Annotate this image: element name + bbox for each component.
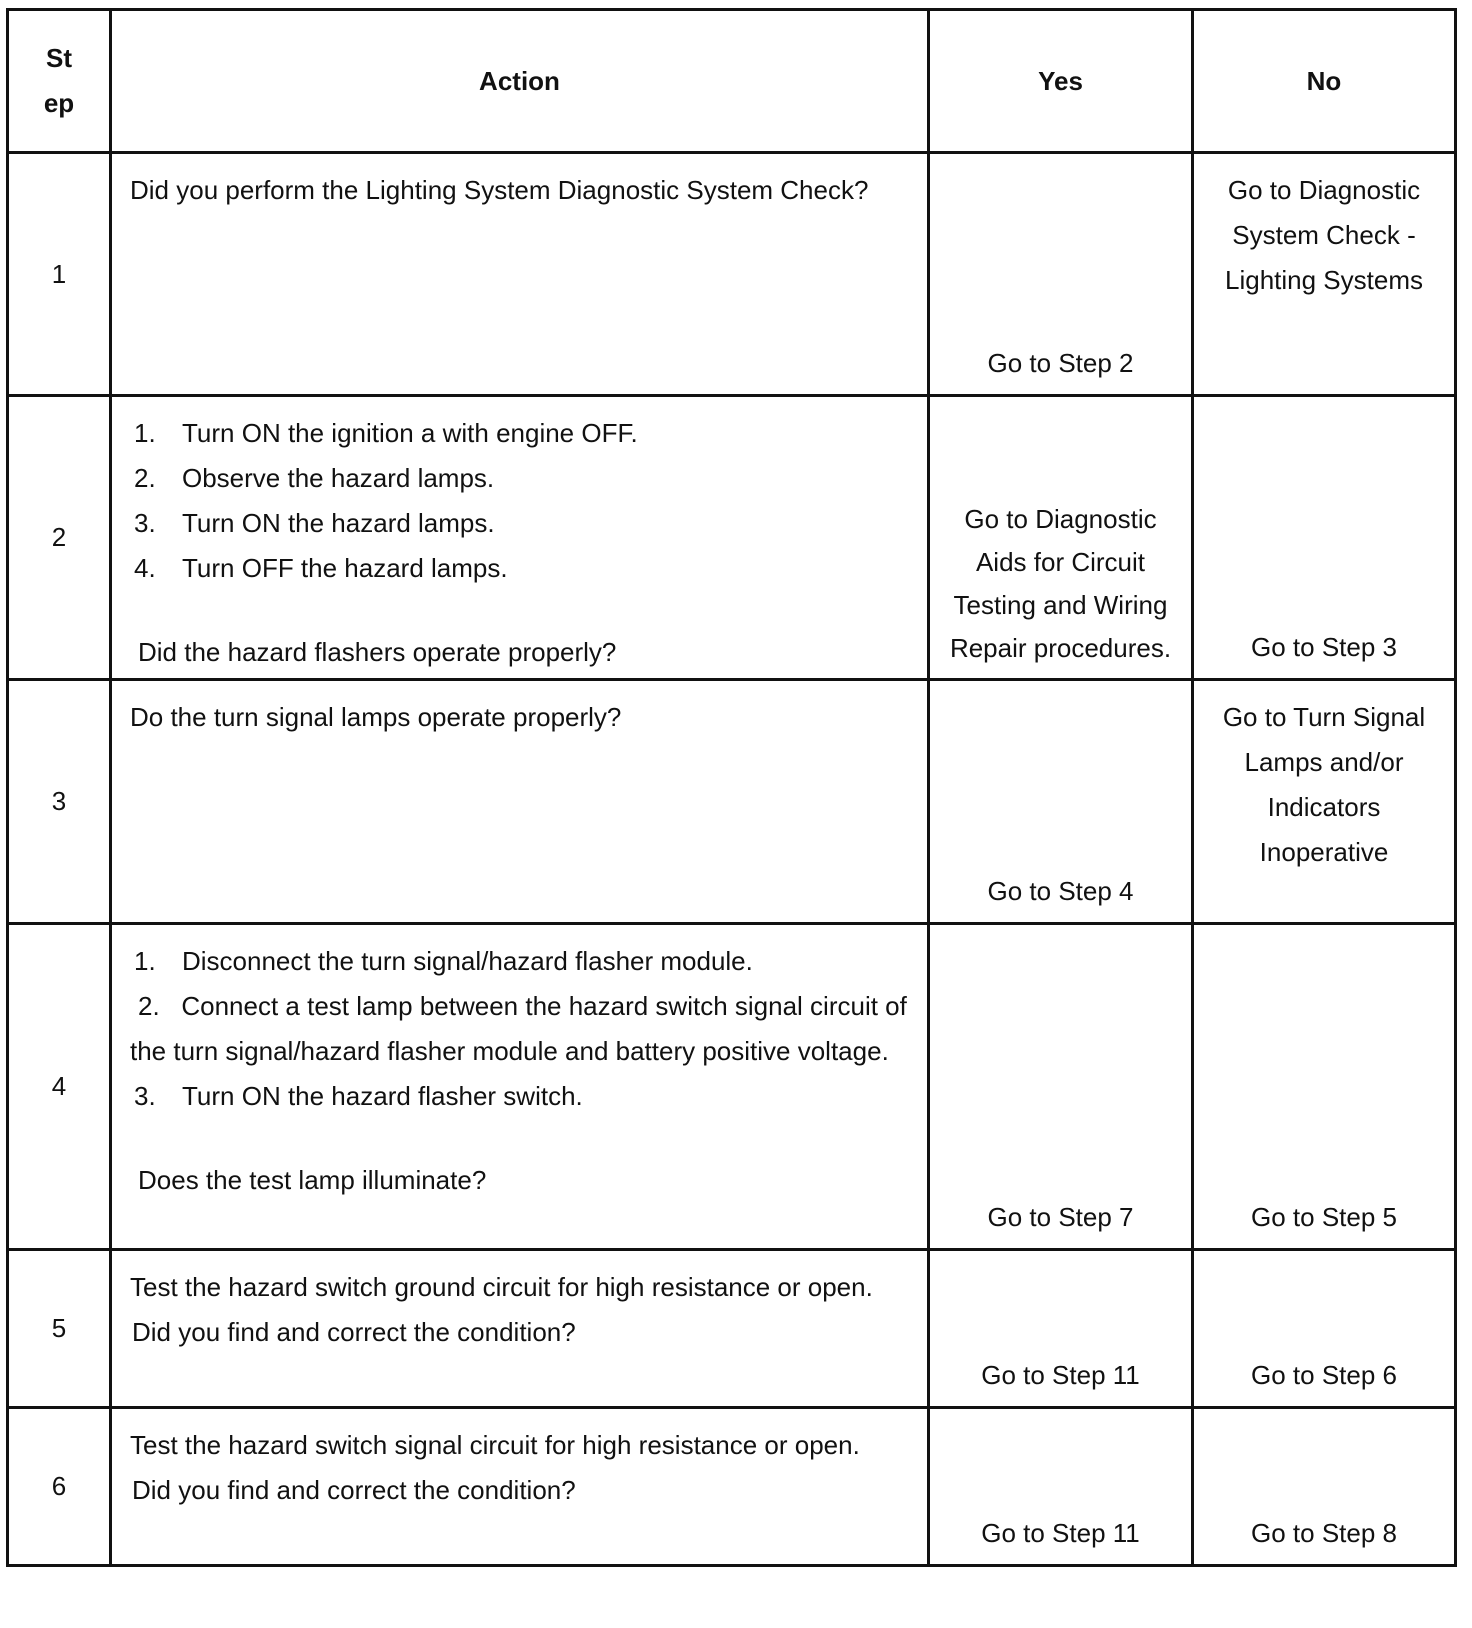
step-number: 1 xyxy=(8,153,111,396)
step-number: 2 xyxy=(8,396,111,680)
action-cell xyxy=(111,396,929,680)
table-row xyxy=(8,396,1456,680)
no-outcome: Go to Step 8 xyxy=(1193,1408,1456,1566)
action-list-item: 1. Turn ON the ignition a with engine OFF. xyxy=(134,418,638,448)
action-text: Did you perform the Lighting System Diagnostic System Check? xyxy=(111,153,929,396)
action-cell xyxy=(111,924,929,1250)
action-question: Did you find and correct the condition? xyxy=(132,1475,576,1505)
header-no: No xyxy=(1193,10,1456,153)
action-text: Test the hazard switch ground circuit for high resistance or open. xyxy=(130,1272,873,1302)
action-cell xyxy=(111,1250,929,1408)
yes-outcome: Go to Step 11 xyxy=(929,1250,1193,1408)
yes-outcome: Go to Step 4 xyxy=(929,680,1193,924)
yes-outcome: Go to Step 2 xyxy=(929,153,1193,396)
diagnostic-table xyxy=(6,8,1457,1567)
action-text: Test the hazard switch signal circuit for high resistance or open. xyxy=(130,1430,860,1460)
no-outcome: Go to Step 6 xyxy=(1193,1250,1456,1408)
action-question: Did the hazard flashers operate properly? xyxy=(138,637,617,667)
action-text: Do the turn signal lamps operate properly? xyxy=(111,680,929,924)
step-number: 3 xyxy=(8,680,111,924)
header-yes: Yes xyxy=(929,10,1193,153)
action-list-item: 1. Disconnect the turn signal/hazard flasher module. xyxy=(134,946,753,976)
step-number: 6 xyxy=(8,1408,111,1566)
yes-outcome: Go to Step 7 xyxy=(929,924,1193,1250)
header-row xyxy=(8,10,1456,153)
no-outcome: Go to Step 5 xyxy=(1193,924,1456,1250)
step-number: 4 xyxy=(8,924,111,1250)
table-row xyxy=(8,924,1456,1250)
header-action: Action xyxy=(111,10,929,153)
no-outcome: Go to Step 3 xyxy=(1193,396,1456,680)
action-list-item: 2. Observe the hazard lamps. xyxy=(134,463,495,493)
action-list-item: 2. Connect a test lamp between the hazard switch signal circuit of the turn signal/hazard flasher module and battery positive voltage. xyxy=(130,991,907,1066)
action-question: Did you find and correct the condition? xyxy=(132,1317,576,1347)
table-row xyxy=(8,680,1456,924)
header-step: St ep xyxy=(8,10,111,153)
no-outcome: Go to Diagnostic System Check - Lighting Systems xyxy=(1193,153,1456,396)
action-list-item: 3. Turn ON the hazard lamps. xyxy=(134,508,495,538)
no-outcome: Go to Turn Signal Lamps and/or Indicators Inoperative xyxy=(1193,680,1456,924)
step-number: 5 xyxy=(8,1250,111,1408)
action-cell xyxy=(111,1408,929,1566)
action-question: Does the test lamp illuminate? xyxy=(138,1165,487,1195)
table-row xyxy=(8,1408,1456,1566)
action-list-item: 4. Turn OFF the hazard lamps. xyxy=(134,553,508,583)
yes-outcome: Go to Step 11 xyxy=(929,1408,1193,1566)
table-row xyxy=(8,1250,1456,1408)
table-row xyxy=(8,153,1456,396)
action-list-item: 3. Turn ON the hazard flasher switch. xyxy=(134,1081,583,1111)
yes-outcome: Go to Diagnostic Aids for Circuit Testing and Wiring Repair procedures. xyxy=(929,396,1193,680)
